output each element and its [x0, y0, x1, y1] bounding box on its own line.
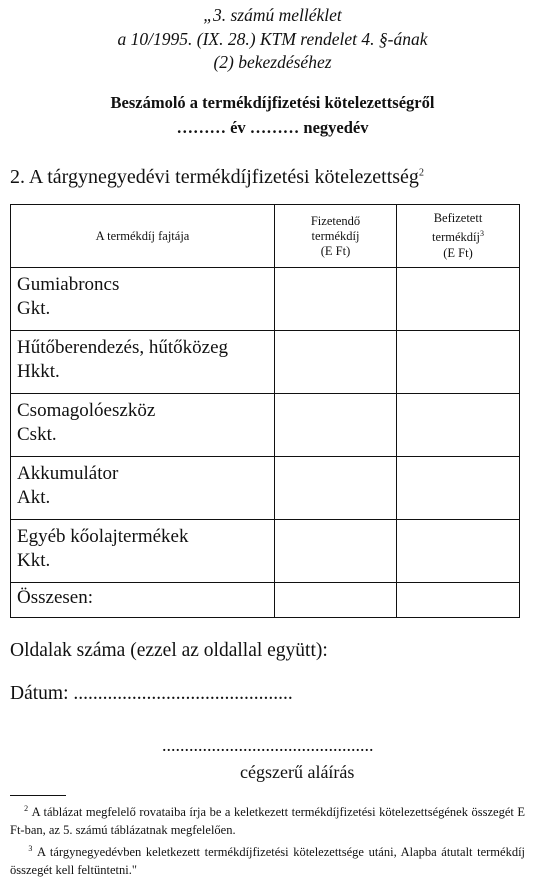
- table-row: [11, 268, 520, 331]
- paid-cell[interactable]: [397, 457, 520, 520]
- table-header-row: [11, 205, 520, 268]
- footnote-text: A tárgynegyedévben keletkezett termékdíjfizetési kötelezettsége utáni, Alapba átutalt termékdíj összegét kell feltüntetni.": [10, 845, 526, 878]
- col-header-fee-type: A termékdíj fajtája: [11, 205, 275, 268]
- row-label: [11, 268, 275, 331]
- date-field[interactable]: Dátum: .............................................: [10, 683, 293, 704]
- row-label: [11, 520, 275, 583]
- row-name: Csomagolóeszköz: [17, 400, 156, 421]
- table-row: [11, 394, 520, 457]
- payable-cell[interactable]: [275, 331, 397, 394]
- row-name: Hűtőberendezés, hűtőközeg: [17, 337, 229, 358]
- footnote-number: 3: [28, 844, 33, 853]
- payable-cell[interactable]: [275, 268, 397, 331]
- document-title: Beszámoló a termékdíjfizetési kötelezettségről: [110, 93, 435, 112]
- pages-count-label: Oldalak száma (ezzel az oldallal együtt):: [10, 640, 328, 661]
- row-code: Akt.: [17, 487, 51, 508]
- row-code: Hkkt.: [17, 361, 60, 382]
- table-row: [11, 520, 520, 583]
- col-header-paid: [397, 205, 520, 268]
- row-name: Gumiabroncs: [17, 274, 120, 295]
- row-name: Akkumulátor: [17, 463, 119, 484]
- footnote-ref-3: 3: [479, 229, 484, 239]
- footnote-number: 2: [24, 804, 29, 813]
- signature-line[interactable]: ...............................................: [162, 735, 374, 755]
- header-line-2: a 10/1995. (IX. 28.) KTM rendelet 4. §-ának: [117, 29, 428, 49]
- header-line-1: „3. számú melléklet: [203, 5, 342, 25]
- col-header-paid-text: termékdíj: [432, 230, 480, 245]
- paid-cell[interactable]: [397, 331, 520, 394]
- payable-cell[interactable]: [275, 457, 397, 520]
- payable-total-cell[interactable]: [275, 583, 397, 618]
- row-label: [11, 331, 275, 394]
- paid-cell[interactable]: [397, 520, 520, 583]
- col-header-paid-line: [397, 226, 519, 245]
- section-heading: [10, 166, 424, 189]
- table-total-row: [11, 583, 520, 618]
- footnote-text: A táblázat megfelelő rovataiba írja be a keletkezett termékdíjfizetési kötelezettségének összegét E Ft-ban, az 5. számú táblázatnak megfelelően.: [10, 805, 525, 838]
- footnote-ref-2: 2: [418, 167, 424, 179]
- table-row: [11, 331, 520, 394]
- footnote-3: [10, 840, 525, 879]
- row-label: [11, 394, 275, 457]
- row-code: Kkt.: [17, 550, 51, 571]
- col-header-paid-line: (E Ft): [443, 245, 473, 260]
- row-code: Cskt.: [17, 424, 57, 445]
- section-heading-text: 2. A tárgynegyedévi termékdíjfizetési kötelezettség: [10, 166, 419, 188]
- row-code: Gkt.: [17, 298, 51, 319]
- paid-cell[interactable]: [397, 394, 520, 457]
- footnote-divider: [10, 795, 66, 796]
- total-label: Összesen:: [11, 583, 275, 618]
- signature-label: cégszerű aláírás: [240, 762, 355, 782]
- row-name: Egyéb kőolajtermékek: [17, 526, 189, 547]
- footnote-2: [10, 800, 525, 839]
- col-header-payable-line: Fizetendő: [310, 213, 361, 228]
- col-header-payable-line: (E Ft): [320, 243, 351, 258]
- table-row: [11, 457, 520, 520]
- col-header-payable: [275, 205, 397, 268]
- fee-table: [10, 204, 520, 618]
- payable-cell[interactable]: [275, 520, 397, 583]
- col-header-paid-line: Befizetett: [433, 211, 483, 226]
- col-header-payable-line: termékdíj: [311, 228, 360, 243]
- payable-cell[interactable]: [275, 394, 397, 457]
- paid-cell[interactable]: [397, 268, 520, 331]
- paid-total-cell[interactable]: [397, 583, 520, 618]
- document-period: ……… év ……… negyedév: [176, 118, 369, 137]
- row-label: [11, 457, 275, 520]
- header-line-3: (2) bekezdéséhez: [213, 52, 332, 72]
